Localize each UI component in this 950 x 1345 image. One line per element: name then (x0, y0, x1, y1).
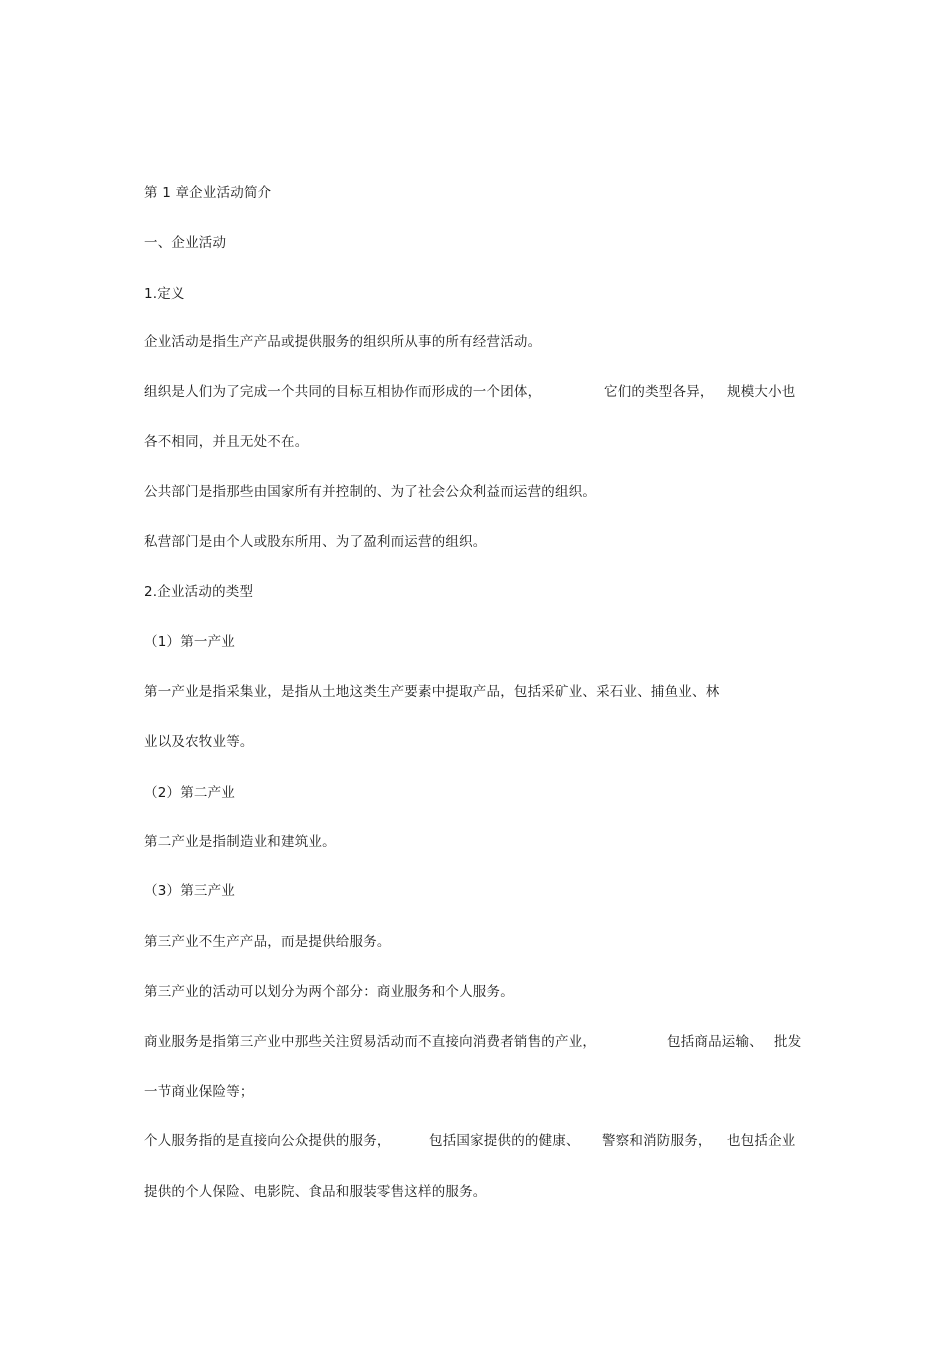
text-segment: 规模大小也 (727, 384, 796, 400)
section-heading: 一、企业活动 (144, 235, 227, 251)
chapter-title: 第 1 章企业活动简介 (144, 185, 272, 201)
paragraph: 公共部门是指那些由国家所有并控制的、为了社会公众利益而运营的组织。 (144, 484, 597, 500)
paragraph-line (144, 1033, 809, 1051)
text-segment: 商业服务是指第三产业中那些关注贸易活动而不直接向消费者销售的产业， (144, 1034, 597, 1050)
text-segment: 它们的类型各异， (604, 384, 714, 400)
paragraph: 企业活动是指生产产品或提供服务的组织所从事的所有经营活动。 (144, 334, 542, 350)
paragraph-line (144, 1132, 804, 1150)
list-item-heading: （2）第二产业 (144, 785, 235, 801)
paragraph-continuation: 各不相同，并且无处不在。 (144, 434, 309, 450)
text-segment: 包括商品运输、 (667, 1034, 763, 1050)
paragraph: 第三产业不生产产品，而是提供给服务。 (144, 934, 391, 950)
paragraph-line (144, 383, 804, 401)
paragraph: 第一产业是指采集业，是指从土地这类生产要素中提取产品，包括采矿业、采石业、捕鱼业、林 (144, 684, 720, 700)
text-segment: 个人服务指的是直接向公众提供的服务， (144, 1133, 391, 1149)
subsection-heading: 2.企业活动的类型 (144, 584, 254, 600)
text-segment: 包括国家提供的的健康、 (429, 1133, 580, 1149)
text-segment: 组织是人们为了完成一个共同的目标互相协作而形成的一个团体， (144, 384, 542, 400)
text-segment: 批发 (774, 1034, 802, 1050)
list-item-heading: （1）第一产业 (144, 634, 235, 650)
paragraph: 私营部门是由个人或股东所用、为了盈利而运营的组织。 (144, 534, 487, 550)
text-segment: 警察和消防服务， (602, 1133, 712, 1149)
paragraph: 第三产业的活动可以划分为两个部分：商业服务和个人服务。 (144, 984, 514, 1000)
subsection-heading: 1.定义 (144, 286, 185, 302)
paragraph-continuation: 提供的个人保险、电影院、食品和服装零售这样的服务。 (144, 1184, 487, 1200)
paragraph-continuation: 一节商业保险等； (144, 1084, 254, 1100)
list-item-heading: （3）第三产业 (144, 883, 235, 899)
paragraph: 第二产业是指制造业和建筑业。 (144, 834, 336, 850)
text-segment: 也包括企业 (727, 1133, 796, 1149)
paragraph-continuation: 业以及农牧业等。 (144, 734, 254, 750)
